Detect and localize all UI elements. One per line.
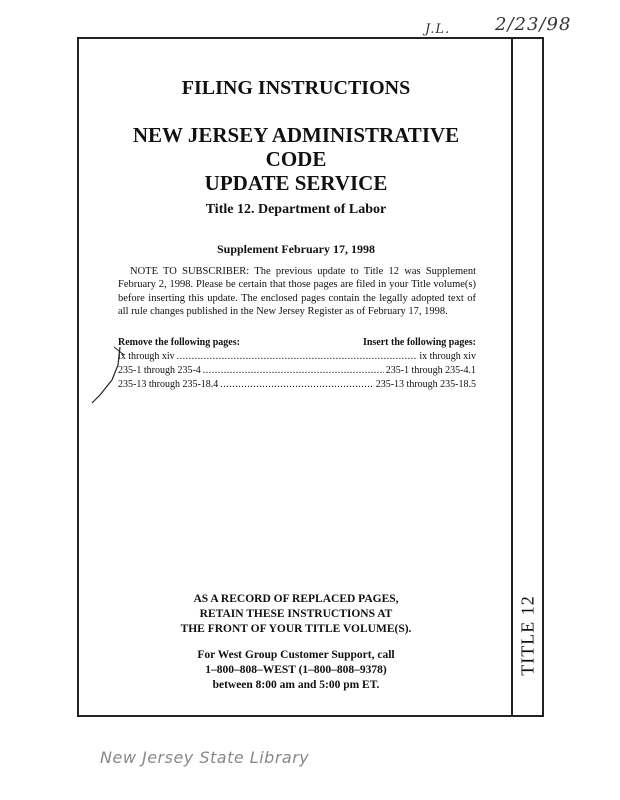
handwritten-initials: J.L.	[425, 22, 451, 37]
pages-row	[118, 350, 476, 364]
handwritten-date: 2/23/98	[495, 14, 572, 35]
code-title	[102, 123, 490, 195]
record-line: RETAIN THESE INSTRUCTIONS AT	[199, 608, 393, 620]
insert-pages: ix through xiv	[419, 351, 476, 362]
title-side-tab	[513, 555, 544, 715]
record-line: AS A RECORD OF REPLACED PAGES,	[193, 593, 399, 605]
remove-pages: 235-13 through 235-18.4	[118, 379, 219, 390]
department-heading: Title 12. Department of Labor	[205, 202, 387, 217]
checkmark-pen-stroke	[90, 345, 130, 405]
code-title-line1: NEW JERSEY ADMINISTRATIVE CODE	[132, 123, 460, 171]
customer-support	[110, 648, 482, 693]
pages-header	[118, 337, 476, 348]
support-hours: between 8:00 am and 5:00 pm ET.	[212, 679, 380, 691]
dot-leader	[203, 364, 384, 378]
insert-pages: 235-1 through 235-4.1	[385, 365, 476, 376]
record-instructions	[110, 592, 482, 637]
dot-leader	[220, 378, 373, 392]
support-line: For West Group Customer Support, call	[197, 649, 395, 661]
pages-list	[118, 350, 476, 392]
record-line: THE FRONT OF YOUR TITLE VOLUME(S).	[180, 623, 412, 635]
page-title: FILING INSTRUCTIONS	[181, 77, 411, 99]
side-tab-label: TITLE 12	[518, 594, 539, 676]
insert-pages: 235-13 through 235-18.5	[375, 379, 476, 390]
library-stamp: New Jersey State Library	[100, 748, 310, 767]
remove-header: Remove the following pages:	[118, 337, 240, 348]
subscriber-note: NOTE TO SUBSCRIBER: The previous update to Title 12 was Supplement February 2, 1998. Please be certain that those pages are filed in your Title volume(s) before inserting this update. The enclosed pages contain the legally adopted text of all rule changes published in the New Jersey Register as of February 17, 1998.	[118, 266, 476, 317]
pages-row	[118, 364, 476, 378]
insert-header: Insert the following pages:	[362, 337, 476, 348]
pages-row	[118, 378, 476, 392]
remove-pages: 235-1 through 235-4	[118, 365, 201, 376]
support-phone: 1–800–808–WEST (1–800–808–9378)	[205, 664, 387, 676]
dot-leader	[177, 350, 418, 364]
code-title-line2: UPDATE SERVICE	[204, 171, 388, 195]
supplement-date: Supplement February 17, 1998	[216, 242, 375, 256]
remove-pages: ix through xiv	[118, 351, 175, 362]
